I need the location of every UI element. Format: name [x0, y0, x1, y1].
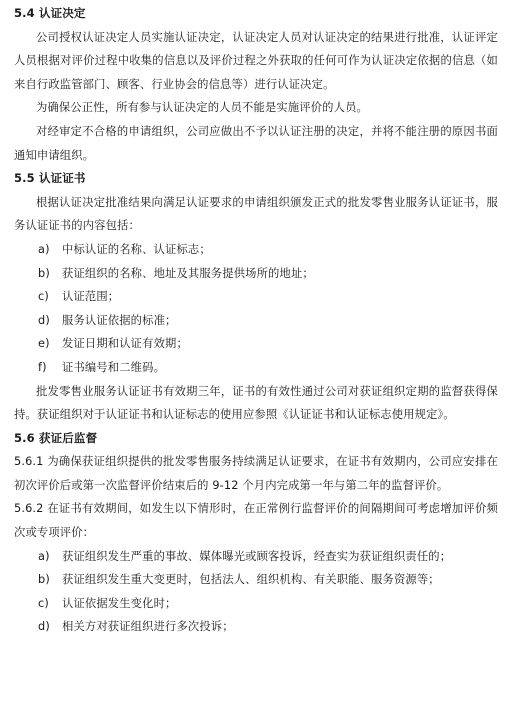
- list-text: 认证依据发生变化时；: [62, 596, 177, 610]
- paragraph-certificate-intro: 根据认证决定批准结果向满足认证要求的申请组织颁发正式的批发零售业服务认证证书，服务认证证书的内容包括：: [14, 195, 498, 233]
- paragraph-impartiality: 为确保公正性，所有参与认证决定的人员不能是实施评价的人员。: [36, 101, 368, 115]
- list-item: [14, 545, 498, 569]
- list-marker: b): [38, 573, 50, 587]
- list-text: 证书编号和二维码。: [62, 360, 166, 374]
- list-item: [14, 568, 498, 592]
- paragraph-decision-authority: 公司授权认证决定人员实施认证决定，认证决定人员对认证决定的结果进行批准，认证评定人员根据对评价过程中收集的信息以及评价过程之外获取的任何可作为认证决定依据的信息（如来自行政监管部门、顾客、行业协会的信息等）进行认证决定。: [14, 30, 498, 91]
- list-item: [14, 592, 498, 616]
- list-item: [14, 332, 498, 356]
- list-text: 发证日期和认证有效期；: [62, 337, 188, 351]
- list-marker: e): [38, 337, 50, 351]
- list-text: 获证组织发生严重的事故、媒体曝光或顾客投诉，经查实为获证组织责任的；: [62, 549, 452, 563]
- paragraph-5-6-1: 5.6.1 为确保获证组织提供的批发零售服务持续满足认证要求，在证书有效期内，公司应安排在初次评价后或第一次监督评价结束后的 9-12 个月内完成第一年与第二年的监督评价。: [14, 455, 498, 492]
- section-heading-5-6: 5.6 获证后监督: [14, 430, 98, 445]
- section-heading-5-5: 5.5 认证证书: [14, 171, 86, 186]
- list-item: [14, 285, 498, 309]
- list-text: 获证组织发生重大变更时，包括法人、组织机构、有关职能、服务资源等；: [62, 573, 440, 587]
- list-text: 服务认证依据的标准；: [62, 313, 177, 327]
- section-heading-5-4: 5.4 认证决定: [14, 6, 86, 20]
- list-marker: b): [38, 266, 50, 280]
- list-item: [14, 309, 498, 333]
- list-item: [14, 615, 498, 639]
- list-marker: d): [38, 313, 50, 327]
- paragraph-certificate-validity: 批发零售业服务认证证书有效期三年，证书的有效性通过公司对获证组织定期的监督获得保持。获证组织对于认证证书和认证标志的使用应参照《认证证书和认证标志使用规定》。: [14, 384, 498, 422]
- list-text: 认证范围；: [62, 290, 120, 304]
- list-item: [14, 238, 498, 262]
- paragraph-5-6-2: 5.6.2 在证书有效期间，如发生以下情形时，在正常例行监督评价的间隔期间可考虑增加评价频次或专项评价：: [14, 502, 498, 540]
- list-marker: a): [38, 549, 50, 563]
- list-marker: c): [38, 596, 49, 610]
- list-item: [14, 262, 498, 286]
- list-item: [14, 356, 498, 380]
- list-text: 中标认证的名称、认证标志；: [62, 242, 211, 256]
- list-marker: c): [38, 290, 49, 304]
- list-marker: f): [38, 360, 47, 374]
- paragraph-nonconforming: 对经审定不合格的申请组织，公司应做出不予以认证注册的决定，并将不能注册的原因书面通知申请组织。: [14, 124, 498, 162]
- list-marker: d): [38, 620, 50, 634]
- list-marker: a): [38, 242, 50, 256]
- list-text: 获证组织的名称、地址及其服务提供场所的地址；: [62, 266, 314, 280]
- list-text: 相关方对获证组织进行多次投诉；: [62, 620, 234, 634]
